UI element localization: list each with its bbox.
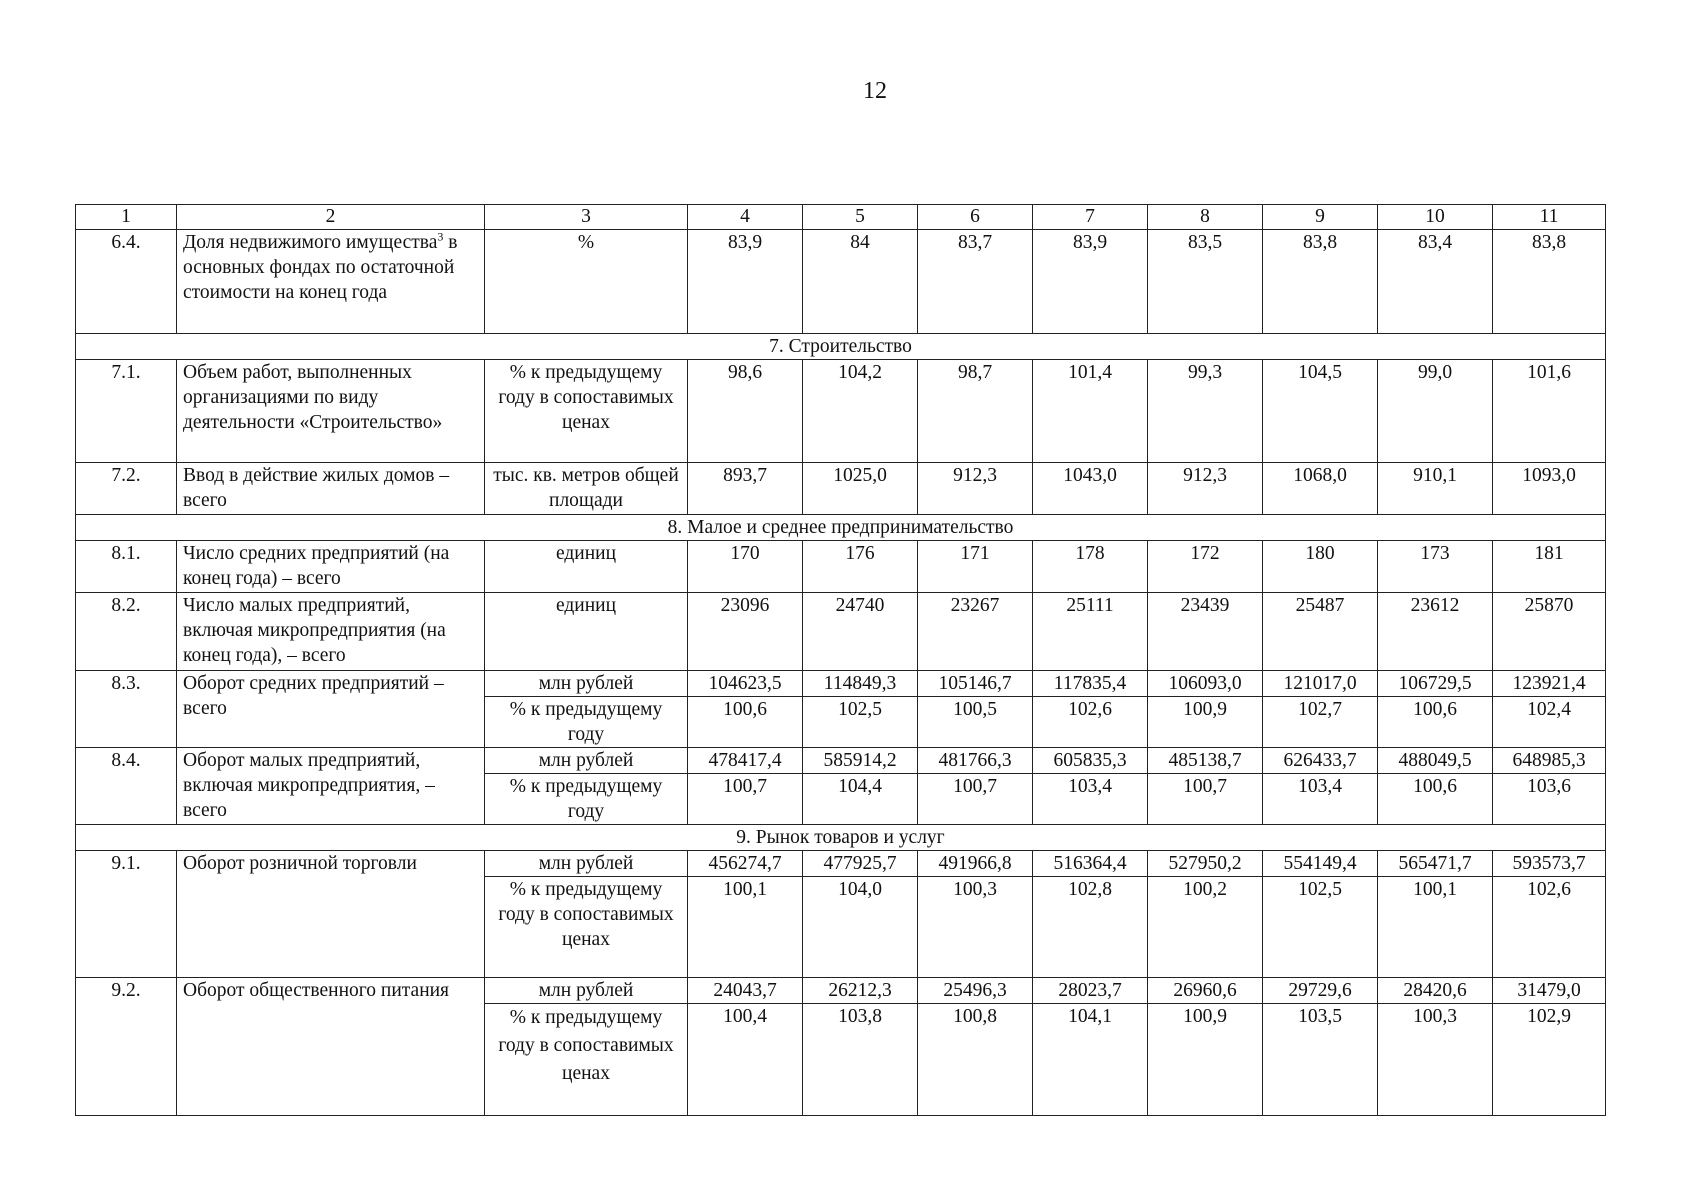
value-cell: 106093,0 (1148, 671, 1263, 697)
column-number-cell: 6 (918, 205, 1033, 230)
column-number-cell: 11 (1493, 205, 1606, 230)
unit-cell: млн рублей (485, 978, 688, 1004)
value-cell: 527950,2 (1148, 851, 1263, 877)
value-cell: 106729,5 (1378, 671, 1493, 697)
value-cell: 170 (688, 541, 803, 593)
value-cell: 103,6 (1493, 774, 1606, 825)
value-cell: 1093,0 (1493, 463, 1606, 515)
section-heading: 8. Малое и среднее предпринимательство (76, 515, 1606, 541)
value-cell: 83,8 (1493, 230, 1606, 334)
indicator-name: Число малых предприятий, включая микропредприятия (на конец года), – всего (177, 593, 485, 671)
value-cell: 478417,4 (688, 748, 803, 774)
value-cell: 83,9 (688, 230, 803, 334)
value-cell: 565471,7 (1378, 851, 1493, 877)
value-cell: 26960,6 (1148, 978, 1263, 1004)
value-cell: 100,5 (918, 697, 1033, 748)
value-cell: 84 (803, 230, 918, 334)
value-cell: 28420,6 (1378, 978, 1493, 1004)
value-cell: 1043,0 (1033, 463, 1148, 515)
section-row (76, 334, 1606, 360)
unit-cell: млн рублей (485, 671, 688, 697)
unit-cell: % (485, 230, 688, 334)
value-cell: 1068,0 (1263, 463, 1378, 515)
column-number-cell: 9 (1263, 205, 1378, 230)
value-cell: 83,5 (1148, 230, 1263, 334)
value-cell: 910,1 (1378, 463, 1493, 515)
value-cell: 83,9 (1033, 230, 1148, 334)
indicator-name-text: Доля недвижимого имущества (183, 232, 438, 253)
value-cell: 102,5 (803, 697, 918, 748)
value-cell: 102,4 (1493, 697, 1606, 748)
unit-cell: млн рублей (485, 851, 688, 877)
value-cell: 23612 (1378, 593, 1493, 671)
value-cell: 605835,3 (1033, 748, 1148, 774)
column-number-cell: 7 (1033, 205, 1148, 230)
value-cell: 100,6 (1378, 774, 1493, 825)
value-cell: 101,4 (1033, 360, 1148, 463)
value-cell: 176 (803, 541, 918, 593)
column-number-cell: 10 (1378, 205, 1493, 230)
value-cell: 488049,5 (1378, 748, 1493, 774)
value-cell: 178 (1033, 541, 1148, 593)
value-cell: 24740 (803, 593, 918, 671)
value-cell: 100,6 (1378, 697, 1493, 748)
indicator-name: Оборот средних предприятий – всего (177, 671, 485, 748)
section-heading: 7. Строительство (76, 334, 1606, 360)
value-cell: 23439 (1148, 593, 1263, 671)
page-number: 12 (863, 78, 887, 104)
value-cell: 29729,6 (1263, 978, 1378, 1004)
value-cell: 100,7 (688, 774, 803, 825)
value-cell: 626433,7 (1263, 748, 1378, 774)
table-row (76, 230, 1606, 334)
value-cell: 104,1 (1033, 1004, 1148, 1116)
value-cell: 100,7 (918, 774, 1033, 825)
value-cell: 100,7 (1148, 774, 1263, 825)
table-row (76, 593, 1606, 671)
indicator-name: Оборот розничной торговли (177, 851, 485, 978)
value-cell: 102,6 (1033, 697, 1148, 748)
value-cell: 98,7 (918, 360, 1033, 463)
value-cell: 648985,3 (1493, 748, 1606, 774)
value-cell: 181 (1493, 541, 1606, 593)
value-cell: 100,4 (688, 1004, 803, 1116)
column-number-cell: 5 (803, 205, 918, 230)
value-cell: 23096 (688, 593, 803, 671)
value-cell: 101,6 (1493, 360, 1606, 463)
value-cell: 585914,2 (803, 748, 918, 774)
value-cell: 100,9 (1148, 1004, 1263, 1116)
value-cell: 103,4 (1263, 774, 1378, 825)
section-row (76, 825, 1606, 851)
indicator-name: Ввод в действие жилых домов – всего (177, 463, 485, 515)
value-cell: 121017,0 (1263, 671, 1378, 697)
value-cell: 102,9 (1493, 1004, 1606, 1116)
value-cell: 102,8 (1033, 877, 1148, 978)
value-cell: 24043,7 (688, 978, 803, 1004)
value-cell: 485138,7 (1148, 748, 1263, 774)
table-row (76, 541, 1606, 593)
value-cell: 83,8 (1263, 230, 1378, 334)
row-number: 6.4. (76, 230, 177, 334)
value-cell: 104,4 (803, 774, 918, 825)
value-cell: 104623,5 (688, 671, 803, 697)
value-cell: 100,3 (918, 877, 1033, 978)
table-row (76, 360, 1606, 463)
value-cell: 477925,7 (803, 851, 918, 877)
column-number-cell: 3 (485, 205, 688, 230)
value-cell: 912,3 (918, 463, 1033, 515)
indicators-table (75, 204, 1606, 1116)
value-cell: 100,6 (688, 697, 803, 748)
value-cell: 28023,7 (1033, 978, 1148, 1004)
value-cell: 102,7 (1263, 697, 1378, 748)
value-cell: 104,5 (1263, 360, 1378, 463)
value-cell: 117835,4 (1033, 671, 1148, 697)
value-cell: 171 (918, 541, 1033, 593)
value-cell: 593573,7 (1493, 851, 1606, 877)
table-row (76, 671, 1606, 697)
row-number: 8.2. (76, 593, 177, 671)
value-cell: 31479,0 (1493, 978, 1606, 1004)
value-cell: 912,3 (1148, 463, 1263, 515)
value-cell: 102,6 (1493, 877, 1606, 978)
unit-cell: % к предыдущему году в сопоставимых ценах (485, 1004, 688, 1116)
value-cell: 83,4 (1378, 230, 1493, 334)
value-cell: 99,0 (1378, 360, 1493, 463)
value-cell: 103,4 (1033, 774, 1148, 825)
indicator-name (177, 230, 485, 334)
column-number-cell: 1 (76, 205, 177, 230)
value-cell: 173 (1378, 541, 1493, 593)
column-number-cell: 2 (177, 205, 485, 230)
value-cell: 25870 (1493, 593, 1606, 671)
column-number-row (76, 205, 1606, 230)
table-row (76, 748, 1606, 774)
value-cell: 83,7 (918, 230, 1033, 334)
value-cell: 516364,4 (1033, 851, 1148, 877)
table-row (76, 463, 1606, 515)
section-heading: 9. Рынок товаров и услуг (76, 825, 1606, 851)
value-cell: 105146,7 (918, 671, 1033, 697)
value-cell: 104,0 (803, 877, 918, 978)
value-cell: 893,7 (688, 463, 803, 515)
table-row (76, 851, 1606, 877)
value-cell: 180 (1263, 541, 1378, 593)
value-cell: 100,2 (1148, 877, 1263, 978)
value-cell: 23267 (918, 593, 1033, 671)
value-cell: 554149,4 (1263, 851, 1378, 877)
value-cell: 1025,0 (803, 463, 918, 515)
value-cell: 100,1 (1378, 877, 1493, 978)
indicator-name: Оборот общественного питания (177, 978, 485, 1116)
value-cell: 104,2 (803, 360, 918, 463)
value-cell: 100,9 (1148, 697, 1263, 748)
indicator-name: Оборот малых предприятий, включая микропредприятия, – всего (177, 748, 485, 825)
indicator-name: Число средних предприятий (на конец года) – всего (177, 541, 485, 593)
unit-cell: единиц (485, 541, 688, 593)
value-cell: 26212,3 (803, 978, 918, 1004)
row-number: 8.4. (76, 748, 177, 825)
value-cell: 103,5 (1263, 1004, 1378, 1116)
unit-cell: единиц (485, 593, 688, 671)
value-cell: 481766,3 (918, 748, 1033, 774)
row-number: 9.2. (76, 978, 177, 1116)
value-cell: 99,3 (1148, 360, 1263, 463)
unit-cell: % к предыдущему году в сопоставимых ценах (485, 360, 688, 463)
footnote-marker: 3 (437, 229, 444, 244)
value-cell: 491966,8 (918, 851, 1033, 877)
value-cell: 114849,3 (803, 671, 918, 697)
row-number: 8.3. (76, 671, 177, 748)
value-cell: 100,3 (1378, 1004, 1493, 1116)
indicator-name-text: в основных фондах по остаточной стоимости на конец года (183, 232, 458, 303)
value-cell: 25487 (1263, 593, 1378, 671)
indicator-name: Объем работ, выполненных организациями по виду деятельности «Строительство» (177, 360, 485, 463)
table-row (76, 978, 1606, 1004)
unit-cell: % к предыдущему году в сопоставимых ценах (485, 877, 688, 978)
row-number: 7.2. (76, 463, 177, 515)
value-cell: 25496,3 (918, 978, 1033, 1004)
section-row (76, 515, 1606, 541)
value-cell: 172 (1148, 541, 1263, 593)
value-cell: 100,8 (918, 1004, 1033, 1116)
unit-cell: тыс. кв. метров общей площади (485, 463, 688, 515)
value-cell: 123921,4 (1493, 671, 1606, 697)
value-cell: 456274,7 (688, 851, 803, 877)
column-number-cell: 4 (688, 205, 803, 230)
column-number-cell: 8 (1148, 205, 1263, 230)
unit-cell: % к предыдущему году (485, 697, 688, 748)
value-cell: 103,8 (803, 1004, 918, 1116)
row-number: 9.1. (76, 851, 177, 978)
unit-cell: млн рублей (485, 748, 688, 774)
value-cell: 100,1 (688, 877, 803, 978)
value-cell: 98,6 (688, 360, 803, 463)
row-number: 8.1. (76, 541, 177, 593)
row-number: 7.1. (76, 360, 177, 463)
value-cell: 25111 (1033, 593, 1148, 671)
value-cell: 102,5 (1263, 877, 1378, 978)
unit-cell: % к предыдущему году (485, 774, 688, 825)
